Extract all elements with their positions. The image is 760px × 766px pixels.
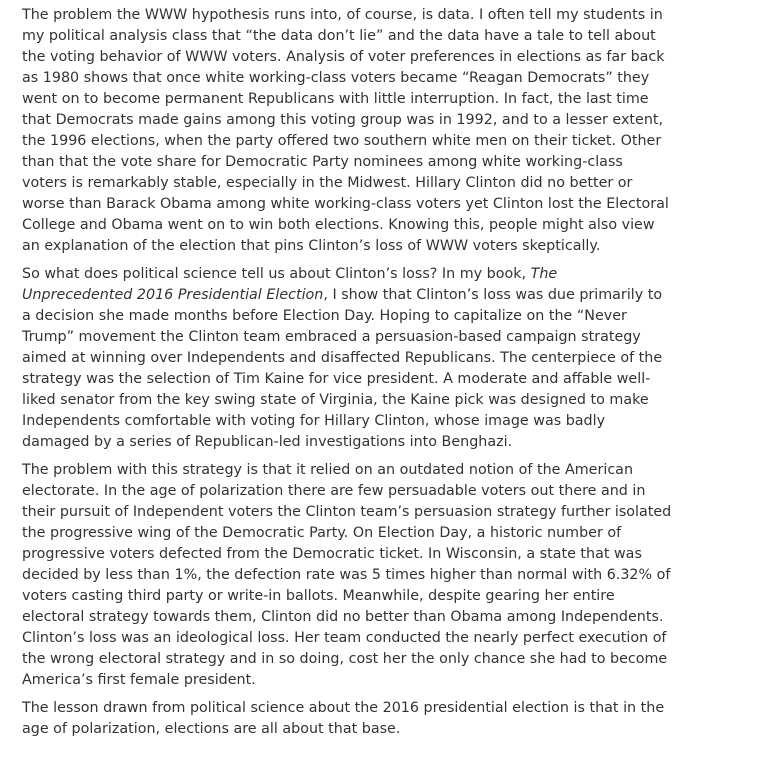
paragraph-clintons-loss <box>22 264 672 453</box>
paragraph-strategy-problem: The problem with this strategy is that it relied on an outdated notion of the American electorate. In the age of polarization there are few persuadable voters out there and in their pursuit of Independent voters the Clinton team’s persuasion strategy further isolated the progressive wing of the Democratic Party. On Election Day, a historic number of progressive voters defected from the Democratic ticket. In Wisconsin, a state that was decided by less than 1%, the defection rate was 5 times higher than normal with 6.32% of voters casting third party or write-in ballots. Meanwhile, despite gearing her entire electoral strategy towards them, Clinton did no better than Obama among Independents. Clinton’s loss was an ideological loss. Her team conducted the nearly perfect execution of the wrong electoral strategy and in so doing, cost her the only chance she had to become America’s first female president. <box>22 462 672 688</box>
paragraph-lesson: The lesson drawn from political science about the 2016 presidential election is that in the age of polarization, elections are all about that base. <box>22 700 665 737</box>
paragraph-clintons-loss-body: , I show that Clinton’s loss was due primarily to a decision she made months before Election Day. Hoping to capitalize on the “Never Trump” movement the Clinton team embraced a persuasion-based campaign strategy aimed at winning over Independents and disaffected Republicans. The centerpiece of the strategy was the selection of Tim Kaine for vice president. A moderate and affable well-liked senator from the key swing state of Virginia, the Kaine pick was designed to make Independents comfortable with voting for Hillary Clinton, whose image was badly damaged by a series of Republican-led investigations into Benghazi. <box>22 287 663 450</box>
article-body <box>22 5 672 747</box>
book-title: The Unprecedented 2016 Presidential Election <box>22 266 558 303</box>
paragraph-data-dont-lie: The problem the WWW hypothesis runs into, of course, is data. I often tell my students in my political analysis class that “the data don’t lie” and the data have a tale to tell about the voting behavior of WWW voters. Analysis of voter preferences in elections as far back as 1980 shows that once white working-class voters became “Reagan Democrats” they went on to become permanent Republicans with little interruption. In fact, the last time that Democrats made gains among this voting group was in 1992, and to a lesser extent, the 1996 elections, when the party offered two southern white men on their ticket. Other than that the vote share for Democratic Party nominees among white working-class voters is remarkably stable, especially in the Midwest. Hillary Clinton did no better or worse than Barack Obama among white working-class voters yet Clinton lost the Electoral College and Obama went on to win both elections. Knowing this, people might also view an explanation of the election that pins Clinton’s loss of WWW voters skeptically. <box>22 7 669 254</box>
paragraph-clintons-loss-intro: So what does political science tell us about Clinton’s loss? In my book, <box>22 266 531 282</box>
